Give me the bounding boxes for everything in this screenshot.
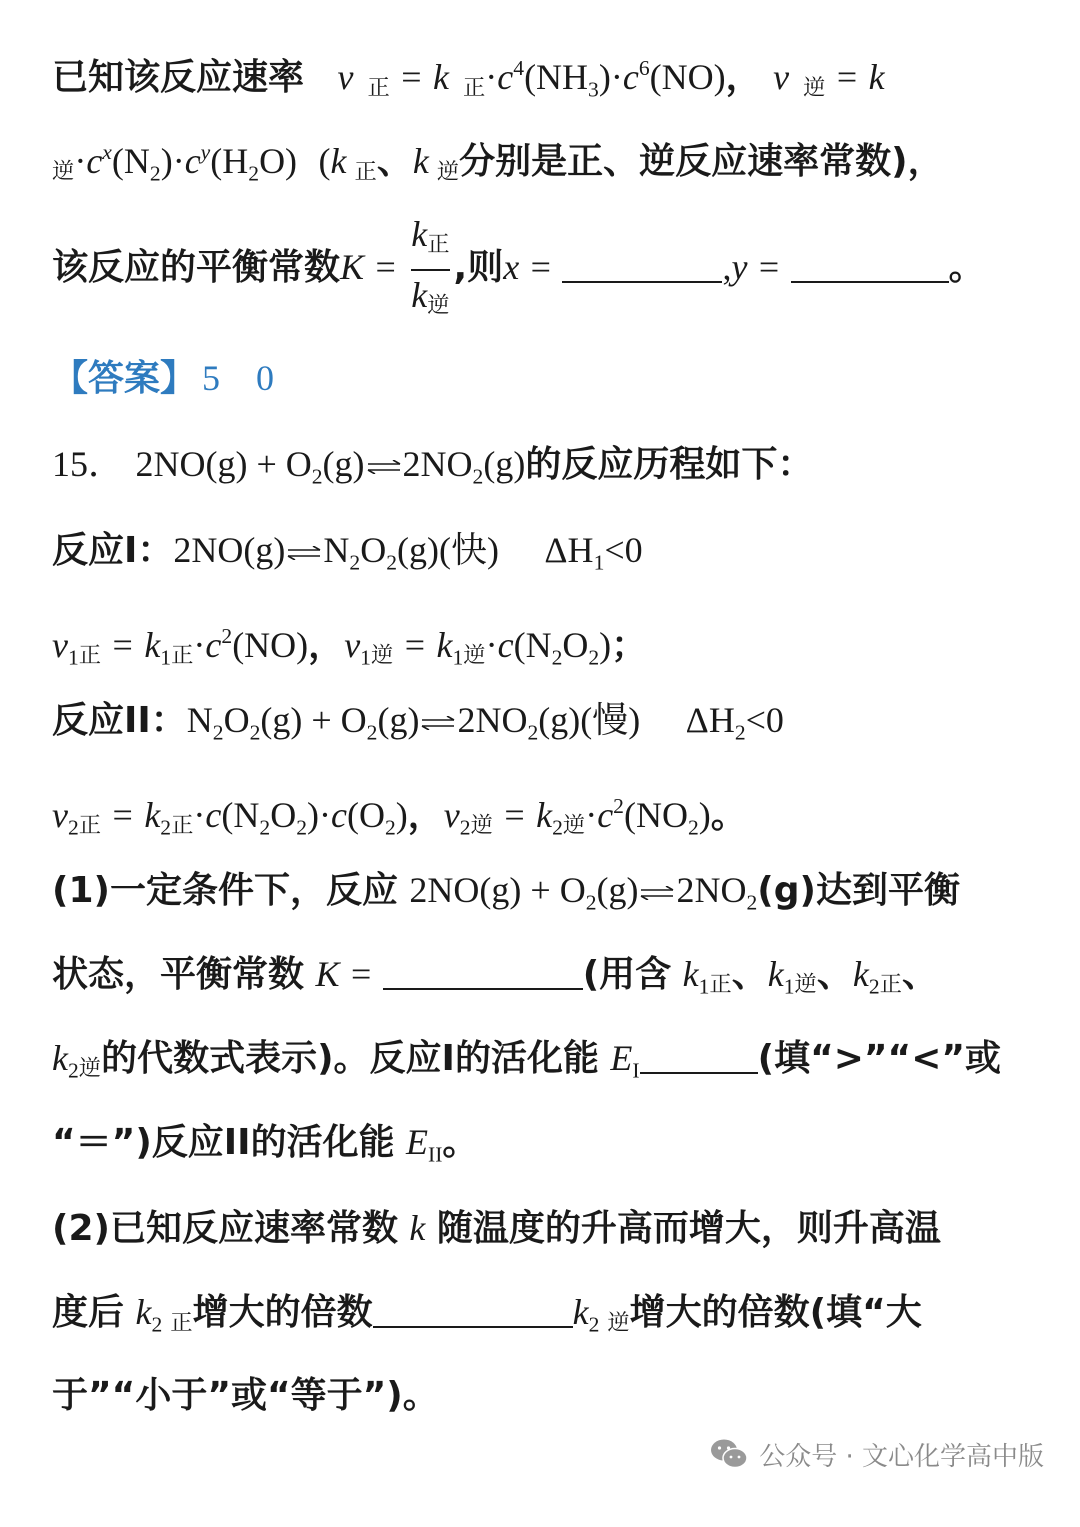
var-k: k bbox=[852, 954, 869, 994]
var-K: K bbox=[315, 954, 340, 994]
punctuation: ， bbox=[407, 795, 444, 837]
subscript: 2 bbox=[249, 720, 261, 745]
watermark-text: 公众号 · 文心化学高中版 bbox=[759, 1441, 1044, 1472]
sub-ni: 逆 bbox=[803, 74, 826, 101]
equals-sign: = bbox=[350, 954, 372, 994]
sub-zheng: 正 bbox=[879, 971, 902, 998]
sub-zheng: 正 bbox=[462, 74, 486, 101]
sub-zheng: 正 bbox=[367, 74, 390, 101]
answer-blank-y[interactable] bbox=[791, 247, 949, 283]
formula-part: O) bbox=[259, 141, 298, 182]
formula-part: (g)(慢) bbox=[538, 700, 641, 740]
subscript: 1 bbox=[593, 550, 605, 575]
formula-part: ) bbox=[598, 57, 611, 98]
sub-zheng: 正 bbox=[171, 812, 194, 839]
reaction-2-label: 反应II： bbox=[52, 700, 187, 741]
wechat-icon bbox=[709, 1437, 749, 1471]
q14-intro-text: 已知该反应速率 bbox=[52, 57, 305, 99]
part-2-line-1 bbox=[52, 1204, 1030, 1253]
answer-label: 【答案】 bbox=[52, 358, 197, 399]
subscript: 1 bbox=[783, 974, 795, 999]
punctuation: ； bbox=[611, 625, 648, 667]
var-k: k bbox=[767, 954, 784, 994]
equals-sign: = bbox=[401, 57, 422, 98]
var-c: c bbox=[205, 625, 222, 666]
answer-values: 5 0 bbox=[202, 358, 275, 398]
part-1-compare-text: “＝”)反应II的活化能 bbox=[52, 1122, 395, 1163]
sub-ni: 逆 bbox=[463, 642, 486, 669]
watermark bbox=[709, 1434, 1044, 1474]
exponent-y: y bbox=[200, 140, 211, 164]
var-k: k bbox=[409, 1208, 426, 1248]
formula-part: 2NO(g) + O bbox=[135, 444, 312, 484]
delta-h-symbol: ΔH bbox=[544, 530, 594, 570]
punctuation: ， bbox=[308, 625, 345, 667]
var-k: k bbox=[411, 214, 428, 255]
formula-part: ) bbox=[395, 795, 408, 836]
subscript: 2 bbox=[588, 1312, 600, 1337]
formula-part: (N bbox=[513, 625, 552, 666]
delta-h-1 bbox=[544, 530, 643, 575]
delta-h-2 bbox=[685, 700, 784, 745]
var-k: k bbox=[436, 625, 453, 666]
var-c: c bbox=[597, 795, 614, 836]
sub-zheng: 正 bbox=[427, 232, 450, 258]
var-v: v bbox=[337, 57, 354, 98]
subscript: 2 bbox=[868, 974, 880, 999]
punctuation: 、 bbox=[376, 141, 413, 183]
sub-zheng: 正 bbox=[354, 158, 377, 185]
exponent: 4 bbox=[513, 56, 525, 80]
formula-part: (g) bbox=[377, 700, 420, 740]
subscript: 2 bbox=[588, 645, 600, 670]
subscript: 1 bbox=[160, 645, 172, 670]
subscript: 1 bbox=[698, 974, 710, 999]
formula-part: O bbox=[270, 795, 297, 836]
formula-part: 2NO bbox=[457, 700, 528, 740]
sub-zheng: 正 bbox=[78, 812, 102, 839]
subscript: 2 bbox=[527, 720, 539, 745]
part-2-after-text: 度后 bbox=[52, 1292, 125, 1333]
sub-ni: 逆 bbox=[470, 812, 493, 839]
q14-then-text: ,则 bbox=[453, 247, 504, 288]
var-E: E bbox=[610, 1038, 633, 1078]
sub-zheng: 正 bbox=[709, 971, 732, 998]
formula-part: (NH bbox=[524, 57, 589, 98]
answer-blank-multiple[interactable] bbox=[373, 1292, 573, 1328]
punctuation: 、 bbox=[731, 954, 768, 995]
part-2-line-3 bbox=[52, 1372, 1030, 1420]
sub-ni: 逆 bbox=[52, 158, 75, 185]
subscript: 2 bbox=[687, 815, 699, 840]
equals-sign: = bbox=[375, 247, 396, 287]
subscript: 2 bbox=[67, 815, 79, 840]
punctuation: ， bbox=[725, 57, 762, 99]
formula-part: (N bbox=[221, 795, 260, 836]
subscript: 2 bbox=[160, 815, 172, 840]
equilibrium-arrow-icon bbox=[421, 716, 455, 730]
formula-part: (g) bbox=[483, 444, 526, 484]
var-v: v bbox=[443, 795, 460, 836]
subscript: 2 bbox=[296, 815, 307, 840]
var-v: v bbox=[773, 57, 790, 98]
reaction-1-rates: $v_1$正 = $k_1$正$\cdot c^2(NO)$，$v_1$逆 = $k_1$逆$\cdot c(N_2O_2)$； bbox=[52, 624, 648, 670]
subscript: 1 bbox=[360, 645, 371, 670]
var-v: v bbox=[344, 625, 361, 666]
fraction-bar bbox=[411, 269, 449, 271]
equals-sign: = bbox=[112, 795, 133, 836]
answer-14 bbox=[52, 354, 1030, 403]
sub-ni: 逆 bbox=[607, 1309, 630, 1336]
equals-sign: = bbox=[758, 247, 780, 287]
subscript: 2 bbox=[551, 645, 563, 670]
sub-zheng: 正 bbox=[78, 642, 102, 669]
exponent-x: x bbox=[102, 140, 112, 164]
subscript: 2 bbox=[366, 720, 378, 745]
formula-part: 2NO bbox=[676, 870, 747, 910]
formula-part: 2NO(g) + O bbox=[409, 870, 586, 910]
var-E: E bbox=[406, 1122, 429, 1162]
subscript: 2 bbox=[386, 550, 397, 575]
formula-part: (g) bbox=[596, 870, 639, 910]
formula-part: 2NO(g) bbox=[173, 530, 286, 570]
part-2-line-2 bbox=[52, 1288, 1030, 1349]
var-k: k bbox=[868, 57, 885, 98]
var-k: k bbox=[52, 1038, 68, 1078]
part-1-fill-hint: (填“>”“<”或 bbox=[757, 1038, 1002, 1079]
subscript: 2 bbox=[311, 464, 323, 489]
formula-part: 2NO bbox=[402, 444, 473, 484]
part-1-tail: (g)达到平衡 bbox=[757, 870, 960, 911]
var-x: x bbox=[503, 247, 520, 287]
delta-h-symbol: ΔH bbox=[685, 700, 735, 740]
var-c: c bbox=[184, 141, 201, 182]
subscript: 2 bbox=[384, 815, 396, 840]
subscript: 2 bbox=[149, 161, 161, 186]
q14-equilibrium-text: 该反应的平衡常数 bbox=[52, 247, 341, 288]
answer-blank-K[interactable] bbox=[383, 954, 583, 990]
formula-part: ) bbox=[698, 795, 711, 836]
part-2-fill-hint: 增大的倍数(填“大 bbox=[629, 1292, 922, 1333]
formula-part: (O bbox=[346, 795, 385, 836]
formula-part: ) bbox=[160, 141, 173, 182]
subscript: 2 bbox=[151, 1312, 163, 1337]
formula-part: (NO) bbox=[232, 625, 309, 666]
part-1-activation-text: 的代数式表示)。反应I的活化能 bbox=[101, 1038, 599, 1079]
var-c: c bbox=[205, 795, 222, 836]
var-c: c bbox=[622, 57, 639, 98]
part-1-line-2 bbox=[52, 950, 1030, 1011]
sub-ni: 逆 bbox=[370, 642, 394, 669]
subscript: II bbox=[428, 1142, 443, 1167]
subscript: 1 bbox=[452, 645, 464, 670]
var-y: y bbox=[731, 247, 748, 287]
subscript: 2 bbox=[459, 815, 471, 840]
part-1-state-text: 状态，平衡常数 bbox=[52, 954, 305, 995]
equals-sign: = bbox=[404, 625, 426, 666]
formula-part: (NO bbox=[623, 795, 688, 836]
q15-header-tail: 的反应历程如下： bbox=[525, 444, 814, 485]
exponent: 6 bbox=[638, 56, 650, 80]
var-v: v bbox=[52, 795, 68, 836]
var-c: c bbox=[330, 795, 347, 836]
formula-part: O bbox=[562, 625, 589, 666]
subscript: 2 bbox=[212, 720, 224, 745]
answer-blank-x[interactable] bbox=[562, 247, 722, 283]
exponent: 2 bbox=[221, 624, 233, 648]
part-2-options-text: 于”“小于”或“等于”)。 bbox=[52, 1375, 439, 1416]
punctuation: 、 bbox=[901, 954, 938, 995]
part-1-line-4 bbox=[52, 1118, 1030, 1179]
formula-part: (g) + O bbox=[260, 700, 367, 740]
sub-ni: 逆 bbox=[78, 1055, 102, 1082]
formula-part: O bbox=[360, 530, 387, 570]
subscript: 2 bbox=[585, 890, 597, 915]
subscript: I bbox=[632, 1058, 640, 1083]
equals-sign: = bbox=[836, 57, 858, 98]
part-2-multiple-text: 增大的倍数 bbox=[192, 1292, 373, 1333]
subscript: 2 bbox=[67, 1058, 79, 1083]
equals-sign: = bbox=[504, 795, 525, 836]
formula-part: (N bbox=[111, 141, 150, 182]
part-1-hint-text: (用含 bbox=[582, 954, 672, 995]
question-number: 15． bbox=[52, 444, 125, 484]
part-1-line-3 bbox=[52, 1034, 1030, 1095]
q14-line-1: 已知该反应速率 v 正 = k 正$\cdot c^4(NH_3)\cdot c^6(NO)$， v 逆 = k bbox=[52, 56, 885, 102]
subscript: 3 bbox=[588, 77, 599, 102]
var-k: k bbox=[144, 795, 161, 836]
punctuation: 、 bbox=[816, 954, 853, 995]
sub-ni: 逆 bbox=[794, 971, 817, 998]
var-k: k bbox=[135, 1292, 152, 1332]
part-2-temp-text: 随温度的升高而增大，则升高温 bbox=[436, 1208, 941, 1249]
q14-line-2: 逆$\cdot c^x(N_2)\cdot c^y(H_2O)$ (k 正、k 逆分别是正、逆反应速率常数)， bbox=[52, 140, 944, 186]
punctuation: , bbox=[722, 247, 732, 287]
part-2-intro: (2)已知反应速率常数 bbox=[52, 1208, 398, 1249]
sub-zheng: 正 bbox=[171, 642, 194, 669]
var-k: k bbox=[412, 141, 429, 182]
punctuation: 。 bbox=[948, 247, 985, 288]
reaction-1-label: 反应I： bbox=[52, 530, 174, 571]
fraction-denominator bbox=[411, 273, 449, 328]
var-k: k bbox=[330, 141, 347, 182]
subscript: 2 bbox=[734, 720, 746, 745]
subscript: 2 bbox=[259, 815, 271, 840]
reaction-2-rates: $v_2$正 = $k_2$正$\cdot c(N_2O_2)\cdot c(O_2)$，$v_2$逆 = $k_2$逆$\cdot c^2(NO_2)$。 bbox=[52, 794, 747, 840]
subscript: 2 bbox=[349, 550, 361, 575]
subscript: 2 bbox=[552, 815, 563, 840]
equilibrium-arrow-icon bbox=[367, 460, 401, 474]
var-k: k bbox=[536, 795, 553, 836]
punctuation: ( bbox=[318, 141, 331, 182]
sub-zheng: 正 bbox=[170, 1309, 193, 1336]
var-k: k bbox=[432, 57, 449, 98]
var-k: k bbox=[411, 275, 428, 315]
subscript: 1 bbox=[67, 645, 79, 670]
formula-part: ) bbox=[599, 625, 612, 666]
subscript: 2 bbox=[746, 890, 758, 915]
formula-part: (NO) bbox=[649, 57, 726, 98]
sub-ni: 逆 bbox=[427, 292, 450, 319]
formula-part: (g)(快) bbox=[396, 530, 499, 570]
equilibrium-arrow-icon bbox=[640, 886, 674, 900]
var-k: k bbox=[144, 625, 161, 666]
formula-part: N bbox=[186, 700, 213, 740]
sub-ni: 逆 bbox=[562, 812, 586, 839]
formula-part: (g) bbox=[322, 444, 365, 484]
var-k: k bbox=[682, 954, 699, 994]
punctuation: 。 bbox=[442, 1122, 479, 1163]
var-k: k bbox=[572, 1292, 589, 1332]
delta-h-tail: <0 bbox=[604, 530, 643, 570]
subscript: 2 bbox=[472, 464, 484, 489]
formula-part: ) bbox=[306, 795, 319, 836]
delta-h-tail: <0 bbox=[745, 700, 784, 740]
part-1-line-1 bbox=[52, 866, 1030, 927]
q15-header bbox=[52, 440, 1030, 501]
equals-sign: = bbox=[530, 247, 551, 287]
var-c: c bbox=[497, 625, 514, 666]
part-1-intro: (1)一定条件下，反应 bbox=[52, 870, 398, 911]
answer-blank-compare[interactable] bbox=[640, 1038, 758, 1074]
equilibrium-arrow-icon bbox=[287, 546, 321, 560]
var-c: c bbox=[497, 57, 514, 98]
sub-ni: 逆 bbox=[436, 158, 460, 185]
formula-part: O bbox=[223, 700, 250, 740]
fraction-numerator bbox=[411, 212, 449, 267]
reaction-2 bbox=[52, 696, 1030, 757]
subscript: 2 bbox=[248, 161, 260, 186]
fraction-k-ratio bbox=[411, 212, 449, 327]
punctuation: 。 bbox=[710, 795, 747, 837]
var-v: v bbox=[52, 625, 68, 666]
formula-part: (H bbox=[210, 141, 249, 182]
formula-part: N bbox=[323, 530, 350, 570]
var-K: K bbox=[340, 247, 365, 287]
equals-sign: = bbox=[112, 625, 133, 666]
exponent: 2 bbox=[613, 794, 624, 818]
var-c: c bbox=[86, 141, 103, 182]
q14-line-3 bbox=[52, 212, 1030, 322]
reaction-1 bbox=[52, 526, 1030, 587]
q14-line-2-tail: 分别是正、逆反应速率常数)， bbox=[459, 141, 944, 183]
